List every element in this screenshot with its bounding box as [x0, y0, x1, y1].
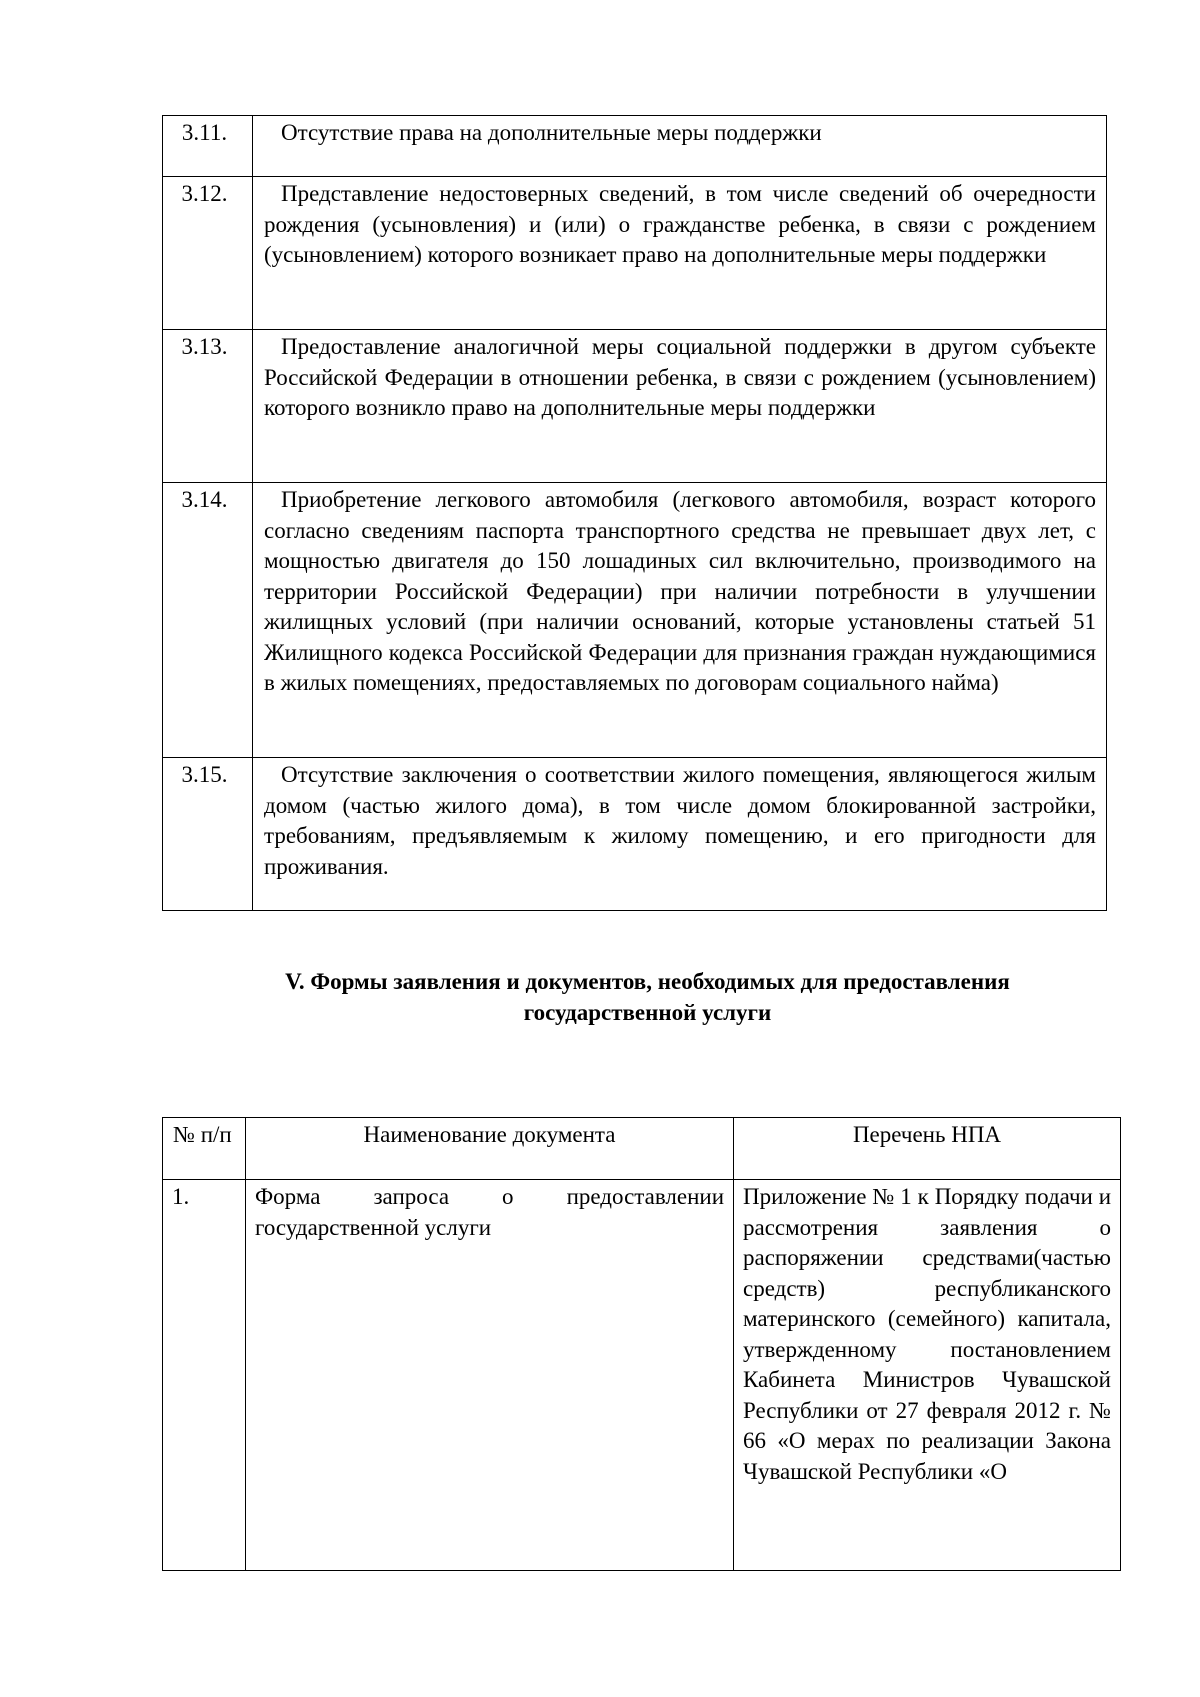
- forms-table: [162, 1117, 1121, 1571]
- table-row: [163, 177, 1107, 330]
- row-text: Отсутствие права на дополнительные меры поддержки: [253, 116, 1107, 177]
- row-number: 3.11.: [163, 116, 253, 177]
- row-text: Приобретение легкового автомобиля (легкового автомобиля, возраст которого согласно сведениям паспорта транспортного средства не превышает двух лет, с мощностью двигателя до 150 лошадиных сил включительно, производимого на территории Российской Федерации) при наличии потребности в улучшении жилищных условий (при наличии оснований, которые установлены статьей 51 Жилищного кодекса Российской Федерации для признания граждан нуждающимися в жилых помещениях, предоставляемых по договорам социального найма): [253, 483, 1107, 758]
- row-document-name: Форма запроса о предоставлении государственной услуги: [246, 1180, 734, 1571]
- header-number: № п/п: [163, 1118, 246, 1180]
- table-header-row: [163, 1118, 1121, 1180]
- table-row: [163, 1180, 1121, 1571]
- table-row: [163, 758, 1107, 911]
- row-text: Отсутствие заключения о соответствии жилого помещения, являющегося жилым домом (частью жилого дома), в том числе домом блокированной застройки, требованиям, предъявляемым к жилому помещению, и его пригодности для проживания.: [253, 758, 1107, 911]
- header-document-name: Наименование документа: [246, 1118, 734, 1180]
- row-number: 3.13.: [163, 330, 253, 483]
- section-heading-line1: V. Формы заявления и документов, необходимых для предоставления: [285, 969, 1010, 994]
- section-heading: [160, 966, 1135, 1028]
- row-number: 3.12.: [163, 177, 253, 330]
- section-heading-line2: государственной услуги: [523, 1000, 772, 1025]
- row-text: Представление недостоверных сведений, в том числе сведений об очередности рождения (усыновления) и (или) о гражданстве ребенка, в связи с рождением (усыновлением) которого возникает право на дополнительные меры поддержки: [253, 177, 1107, 330]
- row-number: 3.14.: [163, 483, 253, 758]
- row-number: 3.15.: [163, 758, 253, 911]
- table-row: [163, 116, 1107, 177]
- row-npa: Приложение № 1 к Порядку подачи и рассмотрения заявления о распоряжении средствами(частью средств) республиканского материнского (семейного) капитала, утвержденному постановлением Кабинета Министров Чувашской Республики от 27 февраля 2012 г. № 66 «О мерах по реализации Закона Чувашской Республики «О: [734, 1180, 1121, 1571]
- table-row: [163, 483, 1107, 758]
- table-row: [163, 330, 1107, 483]
- header-npa-list: Перечень НПА: [734, 1118, 1121, 1180]
- row-text: Предоставление аналогичной меры социальной поддержки в другом субъекте Российской Федерации в отношении ребенка, в связи с рождением (усыновлением) которого возникло право на дополнительные меры поддержки: [253, 330, 1107, 483]
- row-number: 1.: [163, 1180, 246, 1571]
- grounds-table: [162, 115, 1107, 911]
